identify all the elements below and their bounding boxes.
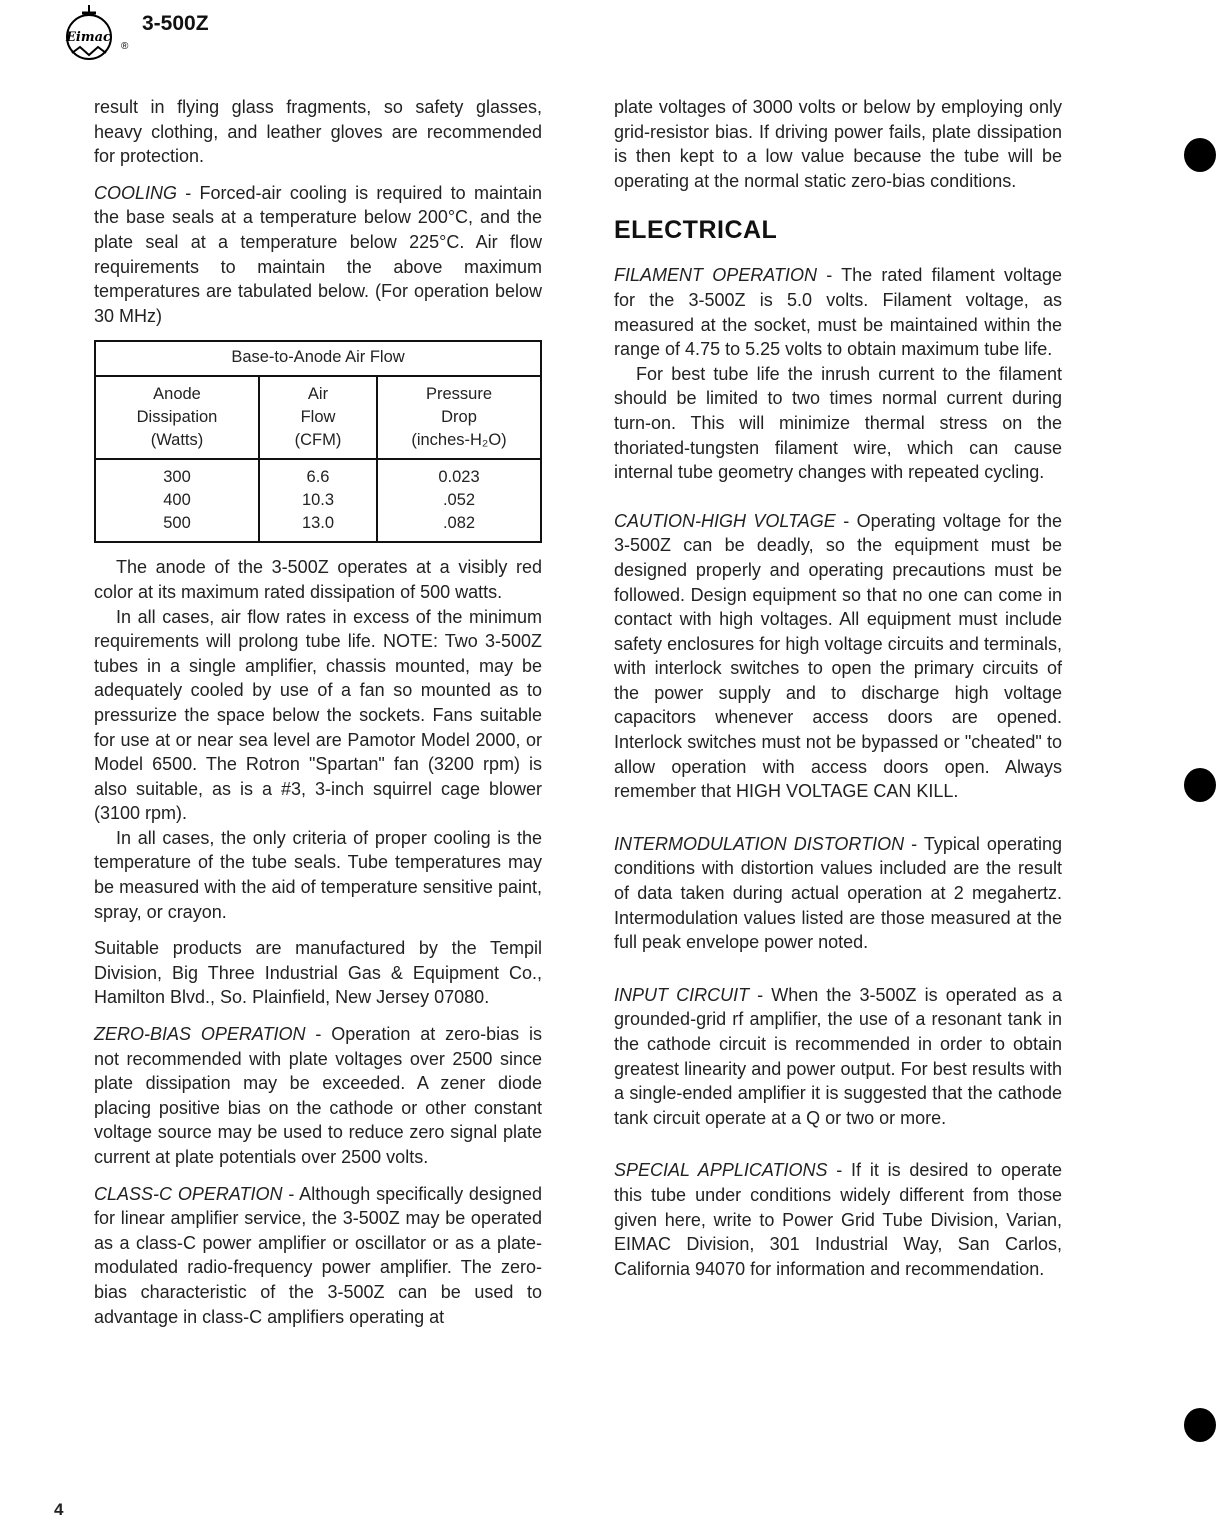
column-header: Anode Dissipation (Watts) <box>95 376 259 459</box>
page-number: 4 <box>54 1500 64 1519</box>
eimac-logo <box>58 3 134 65</box>
svg-text:®: ® <box>121 41 129 52</box>
binder-hole <box>1184 1408 1216 1442</box>
input-circuit-paragraph <box>614 983 1062 1131</box>
section-lead: CLASS-C OPERATION <box>94 1183 283 1204</box>
paragraph: Suitable products are manufactured by the Tempil Division, Big Three Industrial Gas & Equipment Co., Hamilton Blvd., So. Plainfield, New Jersey 07080. <box>94 938 542 1008</box>
section-lead: CAUTION-HIGH VOLTAGE <box>614 510 836 531</box>
paragraph-text: - The rated filament voltage for the 3-500Z is 5.0 volts. Filament voltage, as measured at the socket, must be maintained within the range of 4.75 to 5.25 volts to obtain maximum tube life. <box>614 265 1063 360</box>
paragraph: In all cases, air flow rates in excess of the minimum requirements will prolong tube life. NOTE: Two 3-500Z tubes in a single amplifier, chassis mounted, may be adequately cooled by use of a fan so mounted as to pressurize the space below the sockets. Fans suitable for use at or near sea level are Pamotor Model 2000, or Model 6500. The Rotron "Spartan" fan (3200 rpm) is also suitable, as is a #3, 3-inch squirrel cage blower (3100 rpm). <box>94 606 542 824</box>
section-heading: ELECTRICAL <box>614 216 778 245</box>
filament-paragraph <box>614 263 1062 361</box>
paragraph-text: - Although specifically designed for linear amplifier service, the 3-500Z may be operated as a class-C power amplifier or oscillator or as a plate-modulated radio-frequency power amplifier. The zero-bias characteristic of the 3-500Z can be used to advantage in class-C amplifiers operating at <box>94 1183 542 1327</box>
paragraph: In all cases, the only criteria of proper cooling is the temperature of the tube seals. Tube temperatures may be measured with the aid of temperature sensitive paint, spray, or crayon. <box>94 827 542 922</box>
section-lead: FILAMENT OPERATION <box>614 265 817 286</box>
zero-bias-paragraph <box>94 1022 542 1170</box>
model-title: 3-500Z <box>142 12 209 35</box>
paragraph: plate voltages of 3000 volts or below by employing only grid-resistor bias. If driving power fails, plate dissipation is then kept to a low value because the tube will be operating at the normal static zero-bias conditions. <box>614 97 1062 191</box>
paragraph-text: - Forced-air cooling is required to maintain the base seals at a temperature below 200°C, and the plate seal at a temperature below 225°C. Air flow requirements to maintain the above maximum temperatures are tabulated below. (For operation below 30 MHz) <box>94 182 542 326</box>
air-flow-table <box>94 340 542 543</box>
left-column <box>94 95 542 1329</box>
section-lead: ZERO-BIAS OPERATION <box>94 1024 306 1045</box>
class-c-paragraph <box>94 1182 542 1330</box>
section-lead: COOLING <box>94 182 178 203</box>
table-cell: 6.6 10.3 13.0 <box>259 459 377 542</box>
section-lead: SPECIAL APPLICATIONS <box>614 1160 828 1181</box>
binder-hole <box>1184 138 1216 172</box>
table-header-row <box>95 376 541 459</box>
table-row <box>95 459 541 542</box>
cooling-paragraph <box>94 181 542 329</box>
paragraph-text: - If it is desired to operate this tube under conditions widely different from those given here, write to Power Grid Tube Division, Varian, EIMAC Division, 301 Industrial Way, San Carlos, California 94070 for information and recommendation. <box>614 1160 1062 1279</box>
paragraph: For best tube life the inrush current to the filament should be limited to two times normal current during turn-on. This will minimize thermal stress on the thoriated-tungsten filament wire, which can cause internal tube geometry changes with repeated cycling. <box>614 363 1062 483</box>
table-cell: 0.023 .052 .082 <box>377 459 541 542</box>
paragraph-text: - Operation at zero-bias is not recommended with plate voltages over 2500 since plate dissipation may be exceeded. A zener diode placing positive bias on the cathode or other constant voltage source may be used to reduce zero signal plate current at plate potentials over 2500 volts. <box>94 1024 542 1167</box>
svg-text:Eimac: Eimac <box>66 30 111 45</box>
table-title: Base-to-Anode Air Flow <box>95 341 541 376</box>
binder-hole <box>1184 768 1216 802</box>
imd-paragraph <box>614 832 1062 955</box>
section-lead: INTERMODULATION DISTORTION <box>614 833 905 854</box>
column-header: Pressure Drop (inches-H₂O) <box>377 376 541 459</box>
paragraph-text: - Typical operating conditions with distortion values included are the result of data taken during actual operation at 2 megahertz. Intermodulation values listed are those measured at the full peak envelope power noted. <box>614 833 1062 953</box>
right-column <box>614 95 1062 1281</box>
paragraph-text: - Operating voltage for the 3-500Z can be deadly, so the equipment must be designed properly and operating precautions must be followed. Design equipment so that no one can come in contact with high voltages. All equipment must include safety enclosures for high voltage circuits and terminals, with interlock switches to open the primary circuits of the power supply and to discharge high voltage capacitors whenever access doors are opened. Interlock switches must not be bypassed or "cheated" to allow operation with access doors open. Always remember that HIGH VOLTAGE CAN KILL. <box>614 510 1062 802</box>
table-cell: 300 400 500 <box>95 459 259 542</box>
paragraph: result in flying glass fragments, so safety glasses, heavy clothing, and leather gloves are recommended for protection. <box>94 97 542 167</box>
section-lead: INPUT CIRCUIT <box>614 984 750 1005</box>
caution-paragraph <box>614 509 1062 804</box>
special-applications-paragraph <box>614 1158 1062 1281</box>
column-header: Air Flow (CFM) <box>259 376 377 459</box>
paragraph: The anode of the 3-500Z operates at a visibly red color at its maximum rated dissipation of 500 watts. <box>94 557 542 602</box>
paragraph-text: - When the 3-500Z is operated as a grounded-grid rf amplifier, the use of a resonant tank in the cathode circuit is recommended in order to obtain greatest linearity and power output. For best results with a single-ended amplifier it is suggested that the cathode tank circuit operate at a Q or two or more. <box>614 984 1062 1128</box>
